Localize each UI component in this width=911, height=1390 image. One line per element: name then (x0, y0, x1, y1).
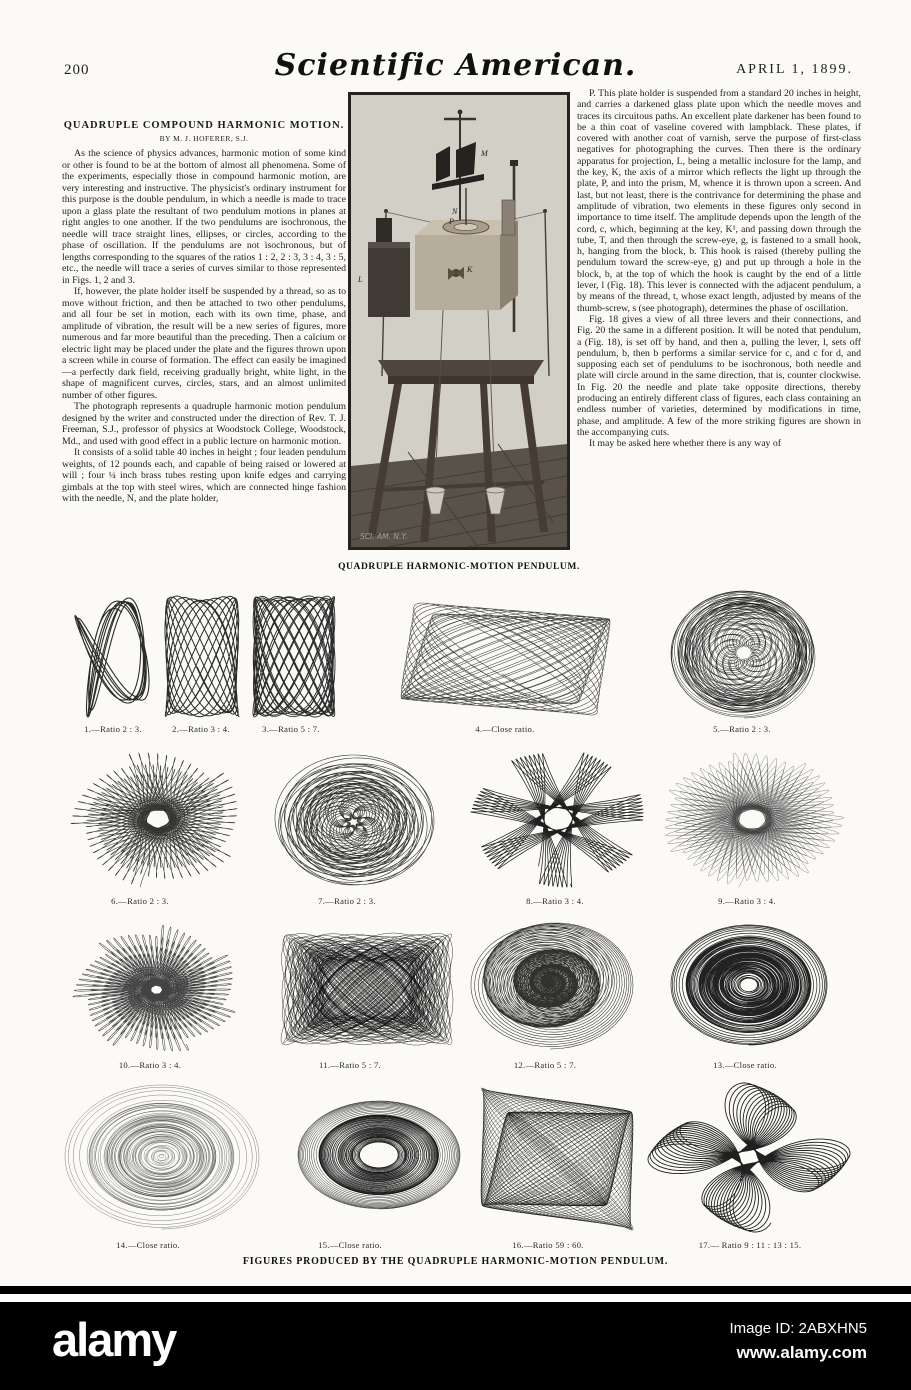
article-paragraph: It consists of a solid table 40 inches in height ; four leaden pendulum weights, of 12 pounds each, and capable of being raised or lowered at will ; four ¼ inch brass tubes resting upon knife edges and carrying gimbals at the top with steel wires, which are connected hinge fashion with the needle, N, and the plate holder, (62, 447, 346, 504)
harmonic-figure-2 (162, 593, 242, 720)
photo-caption: QUADRUPLE HARMONIC-MOTION PENDULUM. (338, 562, 580, 572)
harmonic-figure-17 (645, 1080, 853, 1235)
harmonic-figure-7 (272, 752, 437, 888)
article-paragraph: P. This plate holder is suspended from a standard 20 inches in height, and carries a darkened glass plate upon which the needle moves and traces its circuitous paths. An excellent plate darkener has been found to be a thin coat of vaseline covered with lampblack. These plates, if covered with another coat of varnish, serve the purpose of first-class negatives for photographing the curves. Then there is the ordinary apparatus for projection, L, being a metallic inclosure for the lamp, and the key, K, the axis of a mirror which reflects the light up through the plate, P, and into the prism, M, whence it is thrown upon a screen. And last, but not least, there is the contrivance for determining the phase and amplitude of vibration, two elements in these figures only second in importance to time itself. The amplitude depends upon the length of the cord, c, which, beginning at the key, K¹, and passing down through the tube, T, and then through the screw-eye, g, is fastened to a small hook, h, hanging from the block, b. This hook is raised (thereby pulling the pendulum toward the screw-eye, g) and put up through a hole in the block, b, at the top of which the hook is caught by the end of a little lever, l (Fig. 18). This lever is connected with the adjacent pendulum, a by means of the thread, t, whose exact length, adjusted by means of the thumb-screw, s (see photograph), determines the phase of oscillation. (577, 88, 861, 314)
watermark-bar (0, 1302, 911, 1390)
harmonic-figure-12 (468, 920, 636, 1052)
harmonic-curve-plot (668, 588, 818, 721)
harmonic-curve-plot (468, 750, 646, 890)
photo-label-l: L (358, 275, 363, 284)
article-paragraph: If, however, the plate holder itself be suspended by a thread, so as to move without friction, and then be attached to two other pendulums, and all four be set in motion, each with its own time, phase, and amplitude of vibration, the result will be a new series of figures, more numerous and far more beautiful than the preceding. Then a calcium or electric light may be placed under the plate and the figures thrown upon a screen while in course of formation. The effect can easily be imagined—a perfectly dark field, receiving gradually bright, white light, in the shape of magnificent curves, circles, stars, and an almost unlimited number of other figures. (62, 286, 346, 401)
harmonic-figure-9 (662, 750, 847, 890)
harmonic-figure-10 (70, 922, 238, 1054)
pendulum-photo-illustration (348, 92, 570, 550)
harmonic-figure-5 (668, 588, 818, 721)
figure-caption-6: 6.—Ratio 2 : 3. (111, 896, 169, 906)
photo-credit: SCI. AM. N.Y. (360, 532, 408, 541)
masthead-title: Scientific American. (274, 48, 637, 83)
watermark-meta (729, 1320, 867, 1363)
figures-footer-caption: FIGURES PRODUCED BY THE QUADRUPLE HARMONIC-MOTION PENDULUM. (242, 1256, 669, 1267)
article-paragraph: The photograph represents a quadruple harmonic motion pendulum designed by the writer and constructed under the direction of Rev. T. J. Freeman, S.J., professor of physics at Woodstock College, Woodstock, Md., and used with good effect in a public lecture on harmonic motion. (62, 401, 346, 447)
harmonic-curve-plot (272, 752, 437, 888)
harmonic-figure-14 (62, 1082, 262, 1232)
pendulum-photograph (348, 92, 570, 550)
figure-caption-12: 12.—Ratio 5 : 7. (513, 1060, 577, 1070)
figure-caption-14: 14.—Close ratio. (116, 1240, 180, 1250)
harmonic-curve-plot (72, 595, 152, 720)
harmonic-curve-plot (398, 600, 613, 718)
photo-label-m: M (481, 149, 488, 158)
harmonic-figure-16 (478, 1085, 636, 1233)
article-byline: BY M. J. HOFERER, S.J. (159, 133, 249, 143)
alamy-logo: alamy (52, 1313, 176, 1366)
harmonic-curve-plot (278, 930, 456, 1048)
harmonic-curve-plot (295, 1098, 463, 1212)
image-id-text: Image ID: 2ABXHN5 (729, 1320, 867, 1337)
harmonic-figure-1 (72, 595, 152, 720)
figure-caption-4: 4.—Close ratio. (475, 724, 535, 734)
photo-label-k: K (467, 265, 473, 274)
harmonic-figure-8 (468, 750, 646, 890)
harmonic-curve-plot (478, 1085, 636, 1233)
photo-label-p: P (449, 217, 454, 226)
harmonic-curve-plot (250, 593, 338, 720)
figure-caption-5: 5.—Ratio 2 : 3. (713, 724, 771, 734)
harmonic-curve-plot (62, 1082, 262, 1232)
article-title: QUADRUPLE COMPOUND HARMONIC MOTION. (63, 120, 345, 131)
harmonic-curve-plot (668, 922, 830, 1048)
harmonic-figure-6 (68, 750, 240, 890)
alamy-url[interactable]: www.alamy.com (736, 1343, 867, 1362)
figure-caption-10: 10.—Ratio 3 : 4. (118, 1060, 182, 1070)
figure-caption-3: 3.—Ratio 5 : 7. (262, 724, 320, 734)
harmonic-curve-plot (468, 920, 636, 1052)
article-right-column (577, 88, 861, 450)
harmonic-curve-plot (70, 922, 238, 1054)
harmonic-curve-plot (162, 593, 242, 720)
harmonic-figure-11 (278, 930, 456, 1048)
figure-caption-8: 8.—Ratio 3 : 4. (526, 896, 584, 906)
photo-label-n: N (452, 207, 458, 216)
article-paragraph: Fig. 18 gives a view of all three levers and their connections, and Fig. 20 the same in a different position. It will be noted that pendulum, a (Fig. 18), is set off by hand, and then a, pulling the lever, l, sets off pendulum, b, then b performs a similar service for c, and c for d, and supposing each set of pendulums to be isochronous, both needle and plate will circle around in the same direction, that is, counter clockwise. In Fig. 20 the needle and plate take opposite directions, thereby producing an entirely different class of figures, each class containing an endless number of varieties, determined by modifications in time, phase, and amplitude. A few of the more striking figures are shown in the accompanying cuts. (577, 313, 861, 438)
figure-caption-17: 17.— Ratio 9 : 11 : 13 : 15. (698, 1240, 802, 1250)
figure-caption-7: 7.—Ratio 2 : 3. (318, 896, 376, 906)
figure-caption-11: 11.—Ratio 5 : 7. (318, 1060, 381, 1070)
harmonic-curve-plot (662, 750, 847, 890)
page-number: 200 (64, 62, 90, 78)
figure-caption-1: 1.—Ratio 2 : 3. (84, 724, 142, 734)
article-paragraph: It may be asked here whether there is any way of (589, 438, 782, 450)
harmonic-curve-plot (645, 1080, 853, 1235)
article-paragraph: As the science of physics advances, harmonic motion of some kind or other is found to be at the bottom of almost all phenomena. Some of the experiments, especially those in compound harmonic motion, are very interesting and instructive. The physicist's ordinary instrument for this purpose is the double pendulum, in which a needle is made to trace upon a glass plate the resultant of two pendulum motions in planes at right angles to one another. If the two pendulums are isochronous, the needle will trace straight lines, ellipses, or circles, according to the phase of oscillation. If the pendulums are not isochronous, but of lengths corresponding to the squares of the ratios 1 : 2, 2 : 3, 3 : 4, 3 : 5, etc., the needle will trace a series of curves similar to those represented in Figs. 1, 2 and 3. (62, 148, 346, 286)
figure-caption-16: 16.—Ratio 59 : 60. (512, 1240, 584, 1250)
harmonic-figure-15 (295, 1098, 463, 1212)
harmonic-curve-plot (68, 750, 240, 890)
harmonic-figure-3 (250, 593, 338, 720)
harmonic-figure-13 (668, 922, 830, 1048)
harmonic-figure-4 (398, 600, 613, 718)
issue-date: APRIL 1, 1899. (736, 62, 853, 77)
article-left-column (62, 120, 346, 505)
figure-caption-13: 13.—Close ratio. (713, 1060, 777, 1070)
scan-bottom-edge (0, 1286, 911, 1294)
figure-caption-9: 9.—Ratio 3 : 4. (718, 896, 776, 906)
figure-caption-2: 2.—Ratio 3 : 4. (172, 724, 230, 734)
figure-caption-15: 15.—Close ratio. (318, 1240, 382, 1250)
